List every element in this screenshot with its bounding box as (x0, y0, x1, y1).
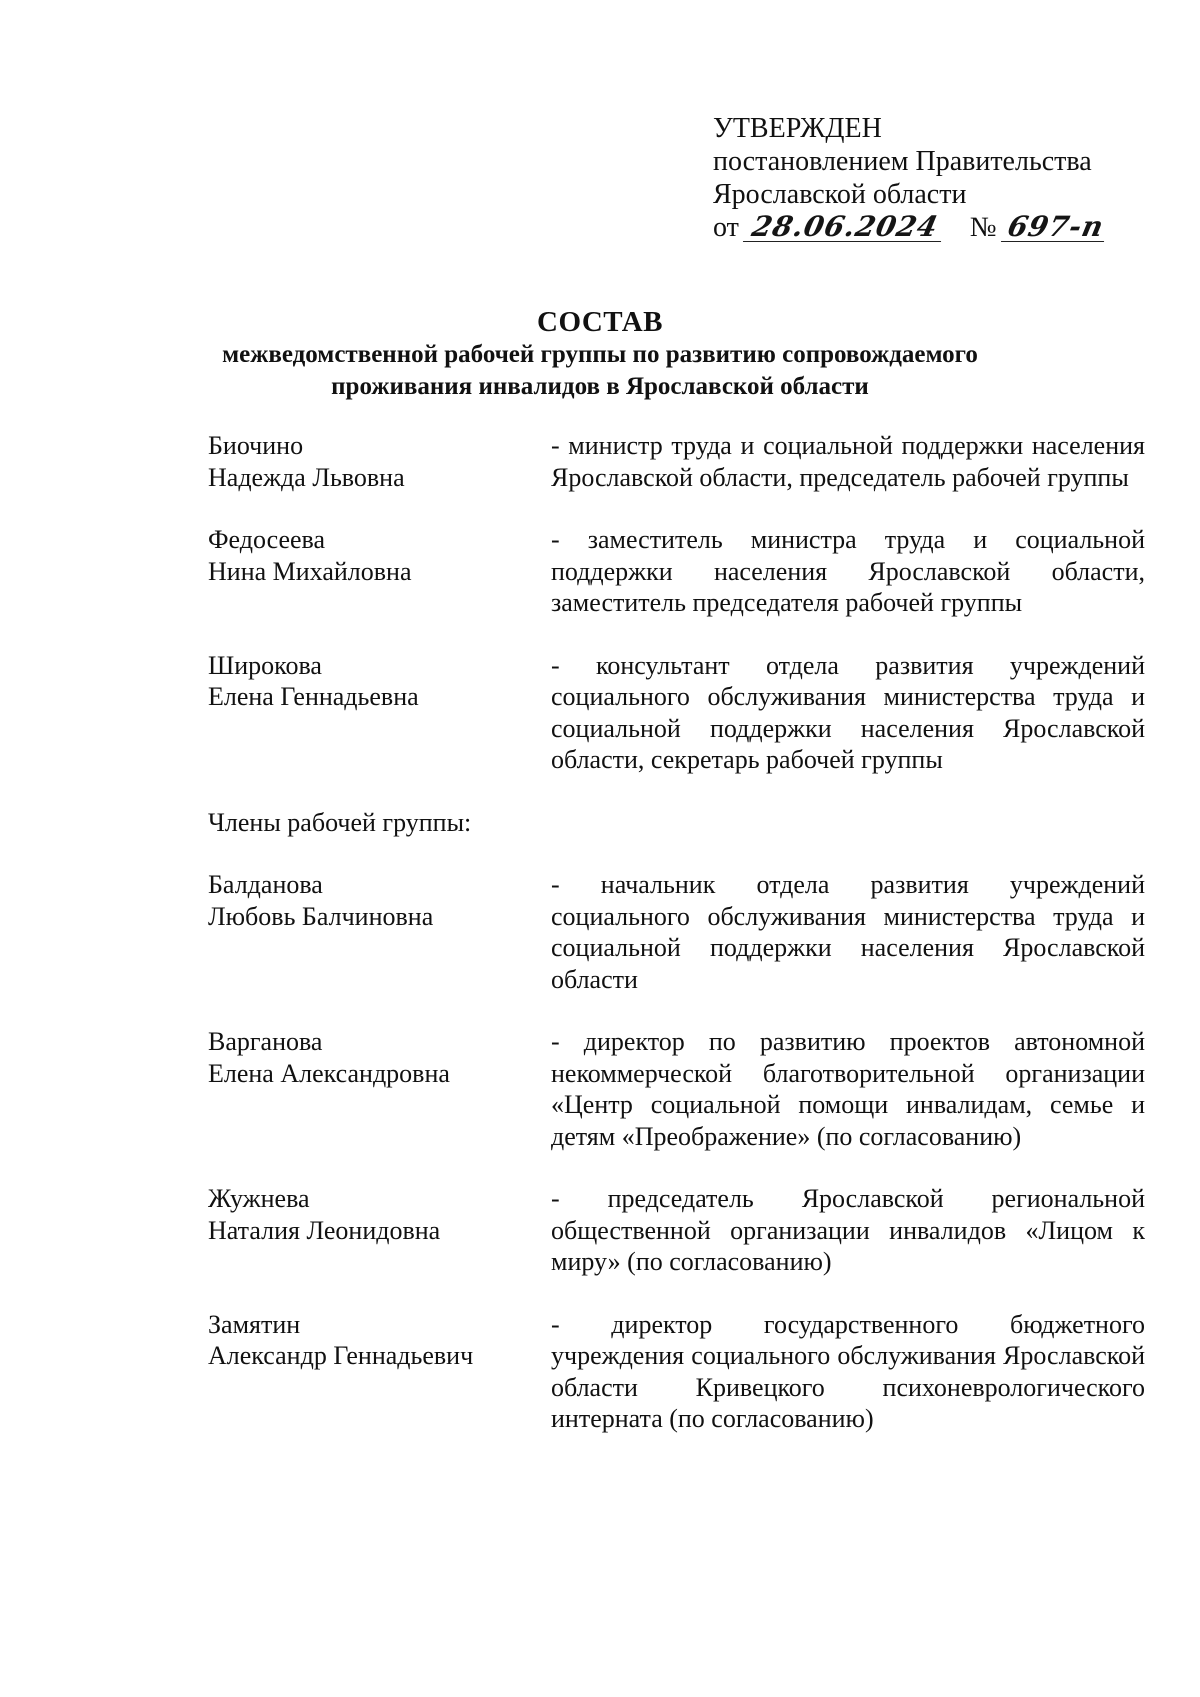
person-role: - начальник отдела развития учреждений социального обслуживания министерства труда и социальной поддержки населения Ярославской области (551, 870, 1145, 994)
list-item (208, 524, 1145, 619)
surname: Жужнева (208, 1184, 310, 1213)
person-name (208, 650, 551, 776)
person-role: - министр труда и социальной поддержки населения Ярославской области, председатель рабочей группы (551, 431, 1145, 492)
approval-date-line (713, 211, 1143, 244)
surname: Биочино (208, 431, 304, 460)
subtitle-line-2: проживания инвалидов в Ярославской области (331, 373, 869, 400)
person-name (208, 1183, 551, 1278)
given-name: Елена Геннадьевна (208, 682, 419, 711)
date-prefix: от (713, 212, 739, 243)
given-name: Наталия Леонидовна (208, 1215, 441, 1245)
person-role: - председатель Ярославской региональной общественной организации инвалидов «Лицом к миру» (по согласованию) (551, 1184, 1145, 1276)
person-name (208, 430, 551, 493)
document-subtitle (0, 339, 1200, 403)
list-item (208, 1183, 1145, 1278)
person-name (208, 1026, 551, 1152)
given-name: Нина Михайловна (208, 556, 412, 586)
handwritten-number: 697-п (1001, 213, 1111, 242)
approval-stamp-block (713, 112, 1143, 244)
person-role: - директор государственного бюджетного учреждения социального обслуживания Ярославской области Кривецкого психоневрологического интерната (по согласованию) (551, 1309, 1145, 1433)
approval-line-1: постановлением Правительства (713, 146, 1092, 177)
list-item (208, 650, 1145, 776)
surname: Замятин (208, 1309, 301, 1339)
given-name: Надежда Львовна (208, 462, 405, 492)
surname: Варганова (208, 1027, 323, 1056)
handwritten-date: 28.06.2024 (743, 213, 947, 242)
list-item (208, 869, 1145, 995)
person-name (208, 524, 551, 619)
subtitle-line-1: межведомственной рабочей группы по развитию сопровождаемого (222, 341, 978, 368)
person-role: - консультант отдела развития учреждений социального обслуживания министерства труда и социальной поддержки населения Ярославской области, секретарь рабочей группы (551, 650, 1145, 774)
surname: Балданова (208, 870, 323, 899)
given-name: Любовь Балчиновна (208, 901, 434, 931)
list-item (208, 1026, 1145, 1152)
document-title: СОСТАВ (537, 306, 663, 338)
person-name (208, 869, 551, 995)
members-heading: Члены рабочей группы: (208, 807, 472, 837)
given-name: Александр Геннадьевич (208, 1341, 474, 1370)
given-name: Елена Александровна (208, 1058, 450, 1088)
person-name (208, 1309, 551, 1435)
number-prefix: № (969, 212, 997, 243)
approval-heading: УТВЕРЖДЕН (713, 113, 882, 144)
person-role: - заместитель министра труда и социальной поддержки населения Ярославской области, заместитель председателя рабочей группы (551, 525, 1145, 617)
person-role: - директор по развитию проектов автономной некоммерческой благотворительной организации «Центр социальной помощи инвалидам, семье и детям «Преображение» (по согласованию) (551, 1027, 1145, 1151)
list-item (208, 1309, 1145, 1435)
approval-line-2: Ярославской области (713, 179, 967, 210)
list-item (208, 430, 1145, 493)
surname: Широкова (208, 650, 322, 680)
surname: Федосеева (208, 525, 326, 554)
members-list (208, 430, 1145, 1466)
